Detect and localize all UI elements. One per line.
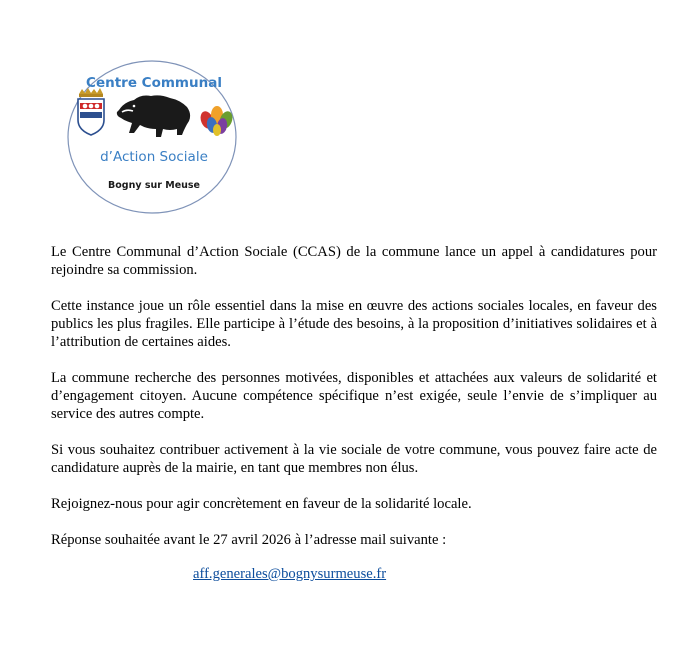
logo-line2: d’Action Sociale bbox=[100, 149, 208, 165]
email-link[interactable]: aff.generales@bognysurmeuse.fr bbox=[193, 566, 387, 582]
logo-line1: Centre Communal bbox=[86, 75, 222, 91]
paragraph-role: Cette instance joue un rôle essentiel dans la mise en œuvre des actions sociales locales, en faveur des publics les plus fragiles. Elle participe à l’étude des besoins, à la proposition d’initiatives solidaires et à l’attribution de certaines aides. bbox=[51, 298, 657, 350]
crest-icon bbox=[78, 88, 104, 135]
paragraph-candidature: Si vous souhaitez contribuer activement à la vie sociale de votre commune, vous pouvez faire acte de candidature auprès de la mairie, en tant que membres non élus. bbox=[51, 442, 657, 476]
paragraph-intro: Le Centre Communal d’Action Sociale (CCAS) de la commune lance un appel à candidatures pour rejoindre sa commission. bbox=[51, 244, 657, 278]
ccas-logo bbox=[67, 60, 237, 214]
document-body bbox=[51, 243, 657, 583]
logo-line3: Bogny sur Meuse bbox=[108, 180, 200, 191]
paragraph-call: Rejoignez-nous pour agir concrètement en faveur de la solidarité locale. bbox=[51, 496, 472, 512]
paragraph-deadline: Réponse souhaitée avant le 27 avril 2026 à l’adresse mail suivante : bbox=[51, 532, 447, 548]
paragraph-profile: La commune recherche des personnes motivées, disponibles et attachées aux valeurs de solidarité et d’engagement citoyen. Aucune compétence spécifique n’est exigée, seule l’envie de s’impliquer au service des autres compte. bbox=[51, 370, 657, 422]
